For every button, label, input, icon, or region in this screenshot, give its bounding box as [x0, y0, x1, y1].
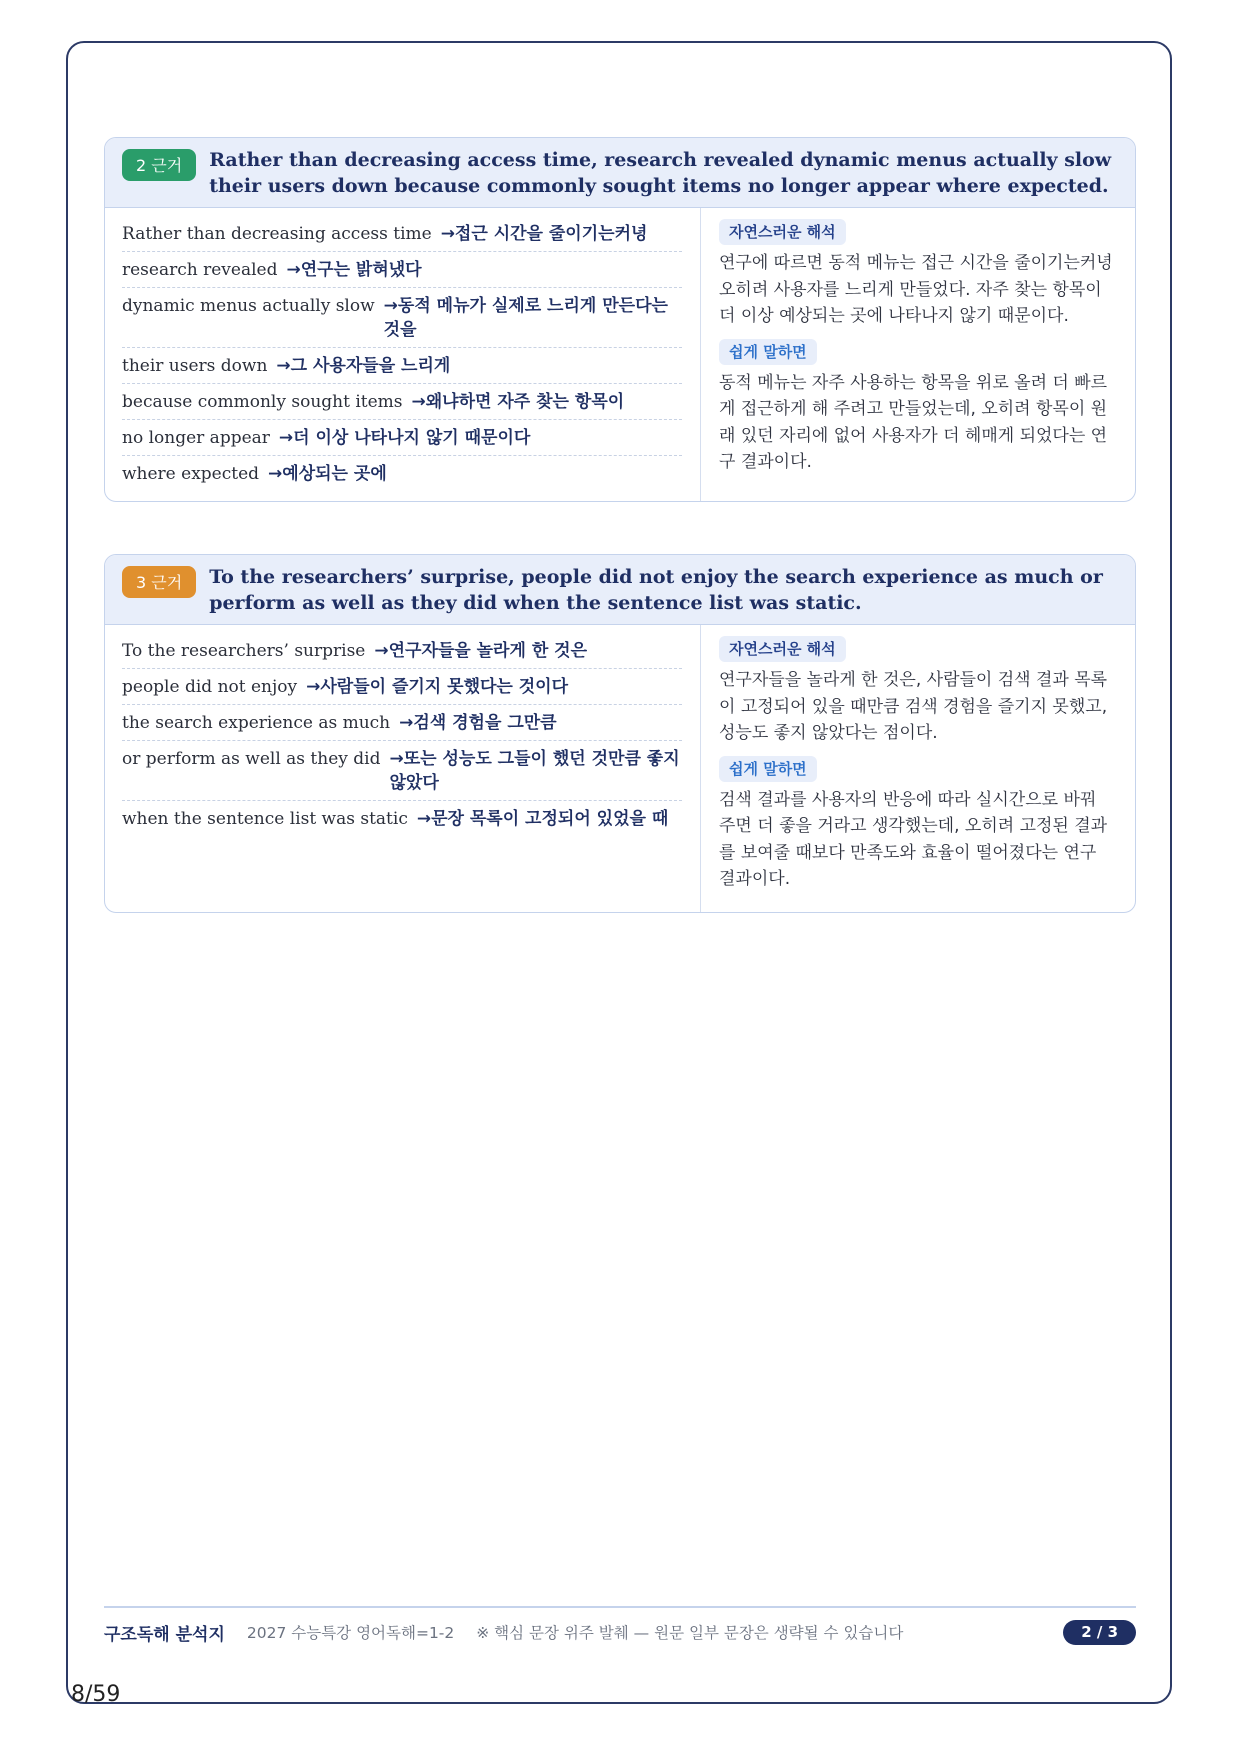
chunk-korean: →왜냐하면 자주 찾는 항목이: [411, 392, 625, 412]
chunk-korean: →더 이상 나타나지 않기 때문이다: [278, 428, 531, 448]
block-body: [105, 208, 1135, 501]
chunk-row: [122, 633, 682, 669]
chunk-row: [122, 420, 682, 456]
block-body: [105, 625, 1135, 912]
analysis-block-2: [104, 554, 1136, 913]
easy-explanation-text: 동적 메뉴는 자주 사용하는 항목을 위로 올려 더 빠르게 접근하게 해 주려고 만들었는데, 오히려 항목이 원래 있던 자리에 없어 사용자가 더 헤매게 되었다는 연구 결과이다.: [719, 372, 1108, 472]
chunk-korean: →사람들이 즐기지 못했다는 것이다: [306, 677, 569, 697]
chunk-korean: →검색 경험을 그만큼: [399, 713, 557, 733]
chunk-row: [122, 216, 682, 252]
evidence-badge: 3 근거: [122, 566, 196, 598]
chunk-row: [122, 348, 682, 384]
chunk-english: To the researchers’ surprise: [122, 641, 366, 661]
natural-translation-label: 자연스러운 해석: [719, 219, 846, 245]
translation-panel: [701, 625, 1135, 912]
chunk-korean: →연구자들을 놀라게 한 것은: [374, 641, 588, 661]
block-header: [105, 555, 1135, 625]
natural-translation-text: 연구에 따르면 동적 메뉴는 접근 시간을 줄이기는커녕 오히려 사용자를 느리게 만들었다. 자주 찾는 항목이 더 이상 예상되는 곳에 나타나지 않기 때문이다.: [719, 253, 1113, 326]
chunk-row: [122, 801, 682, 836]
chunk-english: the search experience as much: [122, 713, 391, 733]
page-footer: [104, 1614, 1136, 1650]
key-sentence: To the researchers’ surprise, people did not enjoy the search experience as much or perform as well as they did when the sentence list was static.: [209, 566, 1103, 614]
chunk-row: [122, 288, 682, 348]
chunk-list: [105, 625, 701, 912]
chunk-english: because commonly sought items: [122, 392, 403, 412]
easy-explanation-text: 검색 결과를 사용자의 반응에 따라 실시간으로 바꿔 주면 더 좋을 거라고 생각했는데, 오히려 고정된 결과를 보여줄 때보다 만족도와 효율이 떨어졌다는 연구 결과이다.: [719, 789, 1108, 889]
chunk-korean: →연구는 밝혀냈다: [286, 260, 422, 280]
chunk-row: [122, 456, 682, 491]
chunk-korean: →접근 시간을 줄이기는커녕: [440, 224, 648, 244]
natural-translation-text: 연구자들을 놀라게 한 것은, 사람들이 검색 결과 목록이 고정되어 있을 때만큼 검색 경험을 즐기지 못했고, 성능도 좋지 않았다는 점이다.: [719, 670, 1108, 743]
easy-explanation-label: 쉽게 말하면: [719, 756, 817, 782]
chunk-list: [105, 208, 701, 501]
chunk-english: where expected: [122, 464, 260, 484]
chunk-english: their users down: [122, 356, 268, 376]
easy-explanation-label: 쉽게 말하면: [719, 339, 817, 365]
chunk-english: or perform as well as they did: [122, 749, 381, 769]
chunk-english: when the sentence list was static: [122, 809, 408, 829]
chunk-korean: →동적 메뉴가 실제로 느리게 만든다는 것을: [383, 296, 668, 340]
chunk-row: [122, 384, 682, 420]
chunk-english: dynamic menus actually slow: [122, 296, 375, 316]
natural-translation-label: 자연스러운 해석: [719, 636, 846, 662]
block-header: [105, 138, 1135, 208]
chunk-row: [122, 705, 682, 741]
footer-divider: [104, 1606, 1136, 1608]
footer-source: 2027 수능특강 영어독해=1-2: [246, 1624, 455, 1642]
evidence-badge: 2 근거: [122, 149, 196, 181]
analysis-block-1: [104, 137, 1136, 502]
chunk-korean: →문장 목록이 고정되어 있었을 때: [416, 809, 669, 829]
chunk-korean: →그 사용자들을 느리게: [276, 356, 451, 376]
page-number-badge: 2 / 3: [1063, 1620, 1136, 1645]
chunk-row: [122, 252, 682, 288]
key-sentence: Rather than decreasing access time, research revealed dynamic menus actually slow their users down because commonly sought items no longer appear where expected.: [209, 149, 1112, 197]
footer-note: ※ 핵심 문장 위주 발췌 — 원문 일부 문장은 생략될 수 있습니다: [476, 1624, 904, 1642]
document-page-counter: 8/59: [71, 1682, 121, 1707]
chunk-english: research revealed: [122, 260, 278, 280]
chunk-english: no longer appear: [122, 428, 270, 448]
chunk-row: [122, 741, 682, 801]
chunk-english: Rather than decreasing access time: [122, 224, 432, 244]
chunk-korean: →또는 성능도 그들이 했던 것만큼 좋지 않았다: [389, 749, 680, 793]
chunk-english: people did not enjoy: [122, 677, 298, 697]
chunk-row: [122, 669, 682, 705]
footer-brand: 구조독해 분석지: [104, 1624, 225, 1645]
chunk-korean: →예상되는 곳에: [268, 464, 387, 484]
translation-panel: [701, 208, 1135, 501]
